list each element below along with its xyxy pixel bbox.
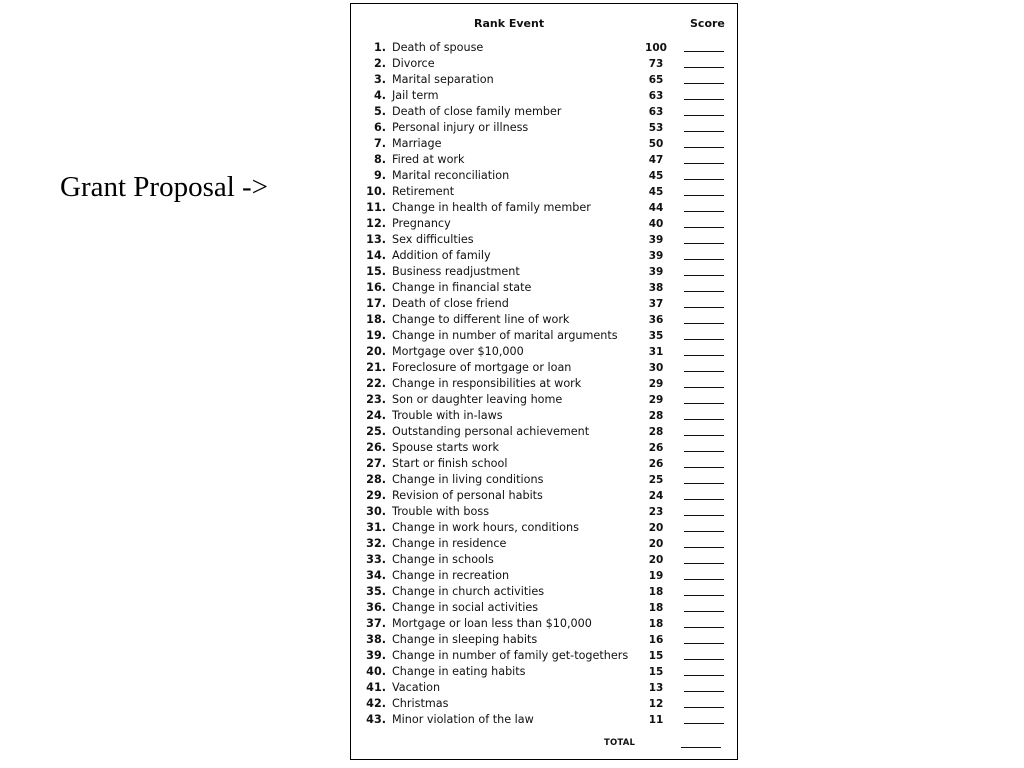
list-item [351, 392, 737, 408]
score-blank [684, 67, 724, 68]
score-blank [684, 259, 724, 260]
list-item [351, 184, 737, 200]
score-blank [684, 547, 724, 548]
event-value: 30 [648, 362, 664, 374]
rank-number: 24. [366, 409, 386, 422]
total-score-blank [681, 747, 721, 748]
event-name: Sex difficulties [392, 233, 474, 246]
rank-number: 41. [366, 681, 386, 694]
score-blank [684, 611, 724, 612]
list-item [351, 264, 737, 280]
score-blank [684, 99, 724, 100]
score-blank [684, 483, 724, 484]
rank-number: 36. [366, 601, 386, 614]
event-name: Death of close family member [392, 105, 562, 118]
event-name: Change in health of family member [392, 201, 591, 214]
event-value: 39 [648, 234, 664, 246]
score-blank [684, 131, 724, 132]
event-value: 65 [648, 74, 664, 86]
event-name: Change in responsibilities at work [392, 377, 582, 390]
list-item [351, 136, 737, 152]
list-item [351, 168, 737, 184]
rank-number: 5. [373, 105, 386, 118]
event-name: Revision of personal habits [392, 489, 543, 502]
event-value: 23 [648, 506, 664, 518]
event-value: 18 [648, 586, 664, 598]
event-name: Marriage [392, 137, 442, 150]
event-name: Retirement [392, 185, 455, 198]
rank-number: 7. [373, 137, 386, 150]
score-blank [684, 227, 724, 228]
rank-number: 28. [366, 473, 386, 486]
event-name: Personal injury or illness [392, 121, 529, 134]
list-item [351, 40, 737, 56]
list-item [351, 632, 737, 648]
list-item [351, 56, 737, 72]
event-name: Change in sleeping habits [392, 633, 538, 646]
event-value: 11 [648, 714, 664, 726]
event-value: 25 [648, 474, 664, 486]
event-name: Change in number of family get-togethers [392, 649, 629, 662]
event-value: 36 [648, 314, 664, 326]
list-item [351, 600, 737, 616]
event-value: 39 [648, 266, 664, 278]
score-blank [684, 179, 724, 180]
rank-number: 14. [366, 249, 386, 262]
rank-number: 13. [366, 233, 386, 246]
list-item [351, 232, 737, 248]
score-blank [684, 163, 724, 164]
list-item [351, 216, 737, 232]
event-name: Start or finish school [392, 457, 508, 470]
rank-number: 29. [366, 489, 386, 502]
event-name: Change in church activities [392, 585, 545, 598]
score-blank [684, 675, 724, 676]
rank-number: 32. [366, 537, 386, 550]
rank-number: 18. [366, 313, 386, 326]
list-item [351, 520, 737, 536]
event-name: Change in eating habits [392, 665, 526, 678]
score-blank [684, 595, 724, 596]
rank-number: 27. [366, 457, 386, 470]
score-blank [684, 691, 724, 692]
event-value: 29 [648, 378, 664, 390]
event-value: 18 [648, 602, 664, 614]
score-header: Score [690, 17, 725, 30]
event-value: 45 [648, 186, 664, 198]
rank-number: 23. [366, 393, 386, 406]
event-name: Change in social activities [392, 601, 539, 614]
event-value: 20 [648, 538, 664, 550]
event-value: 26 [648, 458, 664, 470]
list-item [351, 552, 737, 568]
event-value: 29 [648, 394, 664, 406]
event-name: Christmas [392, 697, 449, 710]
rank-number: 15. [366, 265, 386, 278]
list-item [351, 120, 737, 136]
rank-number: 38. [366, 633, 386, 646]
rank-event-header: Rank Event [474, 17, 545, 30]
score-blank [684, 83, 724, 84]
rank-number: 11. [366, 201, 386, 214]
event-name: Addition of family [392, 249, 491, 262]
score-blank [684, 275, 724, 276]
event-name: Son or daughter leaving home [392, 393, 563, 406]
score-blank [684, 531, 724, 532]
list-item [351, 488, 737, 504]
list-item [351, 296, 737, 312]
event-name: Death of close friend [392, 297, 509, 310]
rank-number: 8. [373, 153, 386, 166]
event-value: 15 [648, 650, 664, 662]
list-item [351, 104, 737, 120]
list-item [351, 88, 737, 104]
event-value: 20 [648, 522, 664, 534]
list-item [351, 200, 737, 216]
event-value: 40 [648, 218, 664, 230]
event-name: Jail term [392, 89, 439, 102]
event-value: 63 [648, 90, 664, 102]
event-name: Change to different line of work [392, 313, 570, 326]
rank-number: 6. [373, 121, 386, 134]
list-item [351, 248, 737, 264]
rank-number: 35. [366, 585, 386, 598]
score-blank [684, 627, 724, 628]
list-item [351, 712, 737, 728]
list-item [351, 472, 737, 488]
score-blank [684, 355, 724, 356]
score-blank [684, 579, 724, 580]
rank-number: 2. [373, 57, 386, 70]
score-blank [684, 323, 724, 324]
score-blank [684, 659, 724, 660]
rank-number: 34. [366, 569, 386, 582]
total-label: TOTAL [604, 738, 636, 748]
list-item [351, 648, 737, 664]
rank-number: 3. [373, 73, 386, 86]
event-value: 45 [648, 170, 664, 182]
event-name: Change in residence [392, 537, 507, 550]
rank-number: 40. [366, 665, 386, 678]
rank-number: 25. [366, 425, 386, 438]
score-blank [684, 243, 724, 244]
event-name: Divorce [392, 57, 435, 70]
event-value: 50 [648, 138, 664, 150]
event-value: 37 [648, 298, 664, 310]
event-value: 16 [648, 634, 664, 646]
event-value: 15 [648, 666, 664, 678]
event-name: Minor violation of the law [392, 713, 534, 726]
event-value: 73 [648, 58, 664, 70]
event-name: Outstanding personal achievement [392, 425, 590, 438]
event-value: 19 [648, 570, 664, 582]
score-blank [684, 419, 724, 420]
event-value: 44 [648, 202, 664, 214]
stress-scale-sheet [350, 3, 738, 760]
rank-number: 10. [366, 185, 386, 198]
event-value: 12 [648, 698, 664, 710]
event-name: Marital separation [392, 73, 494, 86]
score-blank [684, 195, 724, 196]
event-value: 13 [648, 682, 664, 694]
total-row [351, 737, 737, 751]
event-name: Mortgage over $10,000 [392, 345, 524, 358]
event-value: 35 [648, 330, 664, 342]
list-item [351, 664, 737, 680]
event-value: 18 [648, 618, 664, 630]
event-name: Change in work hours, conditions [392, 521, 579, 534]
score-blank [684, 515, 724, 516]
list-item [351, 680, 737, 696]
event-name: Mortgage or loan less than $10,000 [392, 617, 592, 630]
event-name: Pregnancy [392, 217, 451, 230]
event-value: 53 [648, 122, 664, 134]
event-name: Spouse starts work [392, 441, 499, 454]
life-event-list [351, 40, 737, 728]
event-value: 100 [645, 42, 667, 54]
list-item [351, 440, 737, 456]
score-blank [684, 371, 724, 372]
list-item [351, 536, 737, 552]
score-blank [684, 339, 724, 340]
list-item [351, 456, 737, 472]
list-item [351, 424, 737, 440]
event-name: Change in recreation [392, 569, 510, 582]
rank-number: 20. [366, 345, 386, 358]
rank-number: 26. [366, 441, 386, 454]
rank-number: 1. [373, 41, 386, 54]
rank-number: 12. [366, 217, 386, 230]
rank-number: 4. [373, 89, 386, 102]
event-value: 26 [648, 442, 664, 454]
event-name: Death of spouse [392, 41, 484, 54]
event-value: 38 [648, 282, 664, 294]
rank-number: 21. [366, 361, 386, 374]
list-item [351, 72, 737, 88]
rank-number: 16. [366, 281, 386, 294]
event-value: 24 [648, 490, 664, 502]
score-blank [684, 563, 724, 564]
score-blank [684, 51, 724, 52]
score-blank [684, 467, 724, 468]
event-name: Marital reconciliation [392, 169, 510, 182]
score-blank [684, 499, 724, 500]
event-value: 28 [648, 426, 664, 438]
score-blank [684, 147, 724, 148]
rank-number: 39. [366, 649, 386, 662]
event-name: Foreclosure of mortgage or loan [392, 361, 572, 374]
list-item [351, 360, 737, 376]
rank-number: 19. [366, 329, 386, 342]
score-blank [684, 643, 724, 644]
score-blank [684, 115, 724, 116]
event-value: 39 [648, 250, 664, 262]
event-name: Change in number of marital arguments [392, 329, 618, 342]
event-value: 20 [648, 554, 664, 566]
score-blank [684, 291, 724, 292]
rank-number: 43. [366, 713, 386, 726]
list-item [351, 696, 737, 712]
event-name: Change in schools [392, 553, 494, 566]
rank-number: 22. [366, 377, 386, 390]
list-item [351, 344, 737, 360]
event-name: Business readjustment [392, 265, 520, 278]
event-value: 31 [648, 346, 664, 358]
score-blank [684, 211, 724, 212]
event-name: Change in living conditions [392, 473, 544, 486]
event-value: 28 [648, 410, 664, 422]
rank-number: 42. [366, 697, 386, 710]
event-name: Change in financial state [392, 281, 532, 294]
score-blank [684, 307, 724, 308]
rank-number: 9. [373, 169, 386, 182]
score-blank [684, 403, 724, 404]
list-item [351, 280, 737, 296]
score-blank [684, 723, 724, 724]
score-blank [684, 387, 724, 388]
rank-number: 33. [366, 553, 386, 566]
list-item [351, 504, 737, 520]
rank-number: 30. [366, 505, 386, 518]
list-item [351, 328, 737, 344]
list-item [351, 376, 737, 392]
event-value: 63 [648, 106, 664, 118]
event-value: 47 [648, 154, 664, 166]
event-name: Fired at work [392, 153, 465, 166]
rank-number: 37. [366, 617, 386, 630]
rank-number: 31. [366, 521, 386, 534]
score-blank [684, 451, 724, 452]
grant-proposal-label: Grant Proposal -> [60, 171, 269, 203]
list-item [351, 408, 737, 424]
event-name: Trouble with in-laws [392, 409, 503, 422]
list-item [351, 616, 737, 632]
event-name: Vacation [392, 681, 441, 694]
score-blank [684, 435, 724, 436]
score-blank [684, 707, 724, 708]
rank-number: 17. [366, 297, 386, 310]
list-item [351, 584, 737, 600]
event-name: Trouble with boss [392, 505, 490, 518]
list-item [351, 568, 737, 584]
list-item [351, 312, 737, 328]
list-item [351, 152, 737, 168]
